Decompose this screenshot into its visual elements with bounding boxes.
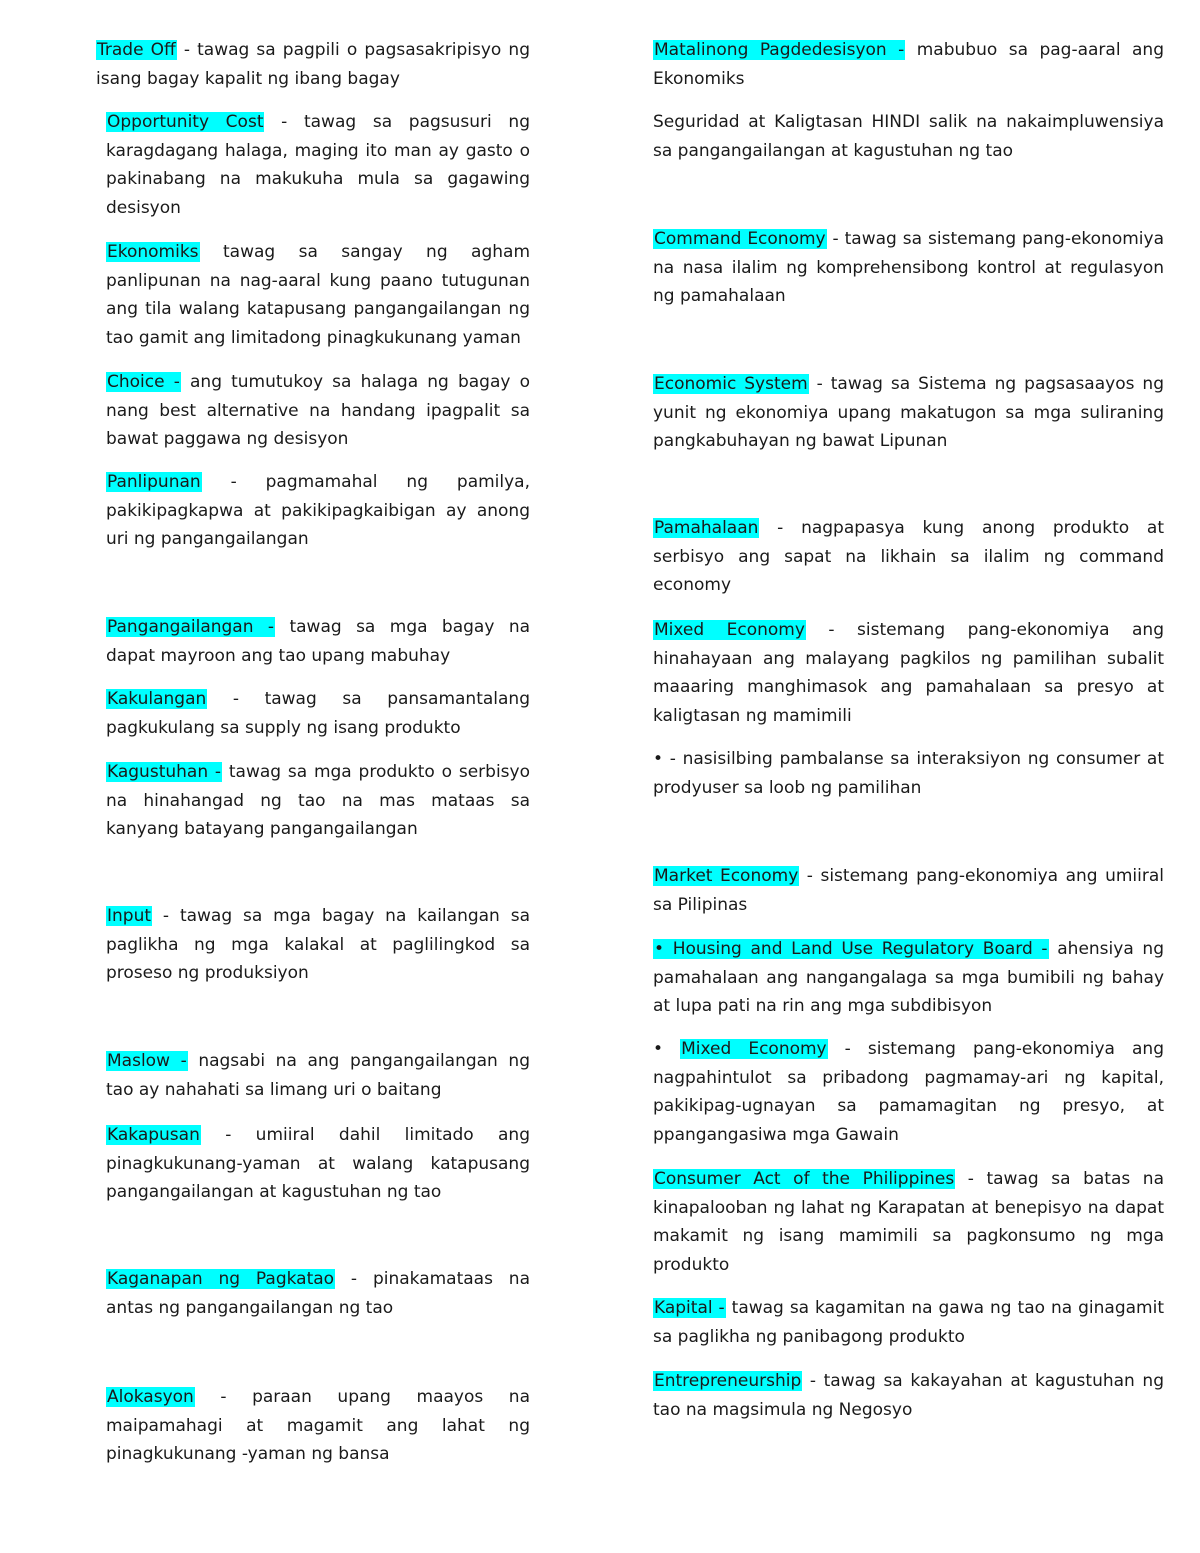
term-separator: - bbox=[152, 906, 180, 926]
term-definition: sistemang pang-ekonomiya ang nagpahintulot sa pribadong pagmamay-ari ng kapital, pakikipag-ugnayan sa pamamagitan ng presyo, at ppangangasiwa mga Gawain bbox=[653, 1039, 1164, 1145]
term-definition: sistemang pang-ekonomiya ang hinahayaan ang malayang pagkilos ng pamilihan subalit maaaring manghimasok ang pamahalaan sa presyo at kaligtasan ng mamimili bbox=[653, 620, 1164, 726]
term-separator: - bbox=[955, 1169, 987, 1189]
term-entry bbox=[653, 225, 1164, 311]
term-label: Market Economy bbox=[654, 866, 799, 886]
term-entry bbox=[106, 1383, 530, 1469]
term-label: • Housing and Land Use Regulatory Board - bbox=[654, 939, 1048, 959]
term-entry bbox=[106, 613, 530, 670]
bullet-entry bbox=[653, 745, 1164, 802]
term-entry bbox=[653, 36, 1164, 93]
term-definition: tawag sa kagamitan na gawa ng tao na ginagamit sa paglikha ng panibagong produkto bbox=[653, 1298, 1164, 1347]
term-entry bbox=[653, 514, 1164, 600]
term-entry bbox=[106, 108, 530, 222]
term-definition: tawag sa batas na kinapalooban ng lahat ng Karapatan at benepisyo na dapat makamit ng isang mamimili sa pagkonsumo ng mga produkto bbox=[653, 1169, 1164, 1275]
term-definition: pinakamataas na antas ng pangangailangan ng tao bbox=[106, 1269, 530, 1318]
term-entry bbox=[106, 902, 530, 988]
term-definition: mabubuo sa pag-aaral ang Ekonomiks bbox=[653, 40, 1164, 89]
term-definition: nagsabi na ang pangangailangan ng tao ay nahahati sa limang uri o baitang bbox=[106, 1051, 530, 1100]
term-definition: tawag sa mga bagay na dapat mayroon ang tao upang mabuhay bbox=[106, 617, 531, 666]
term-definition: nagpapasya kung anong produkto at serbisyo ang sapat na likhain sa ilalim ng command economy bbox=[653, 518, 1164, 595]
term-entry bbox=[653, 370, 1164, 456]
term-label: Opportunity Cost bbox=[107, 112, 264, 132]
term-separator: - bbox=[264, 112, 304, 132]
term-separator: - bbox=[826, 229, 845, 249]
term-separator bbox=[1049, 939, 1058, 959]
term-label: Kagustuhan - bbox=[107, 762, 222, 782]
note-text: Seguridad at Kaligtasan HINDI salik na nakaimpluwensiya sa pangangailangan at kagustuhan ng tao bbox=[653, 112, 1164, 161]
term-definition: tawag sa pansamantalang pagkukulang sa supply ng isang produkto bbox=[106, 689, 530, 738]
term-entry bbox=[653, 862, 1164, 919]
term-label: Input bbox=[107, 906, 152, 926]
term-label: Choice - bbox=[107, 372, 180, 392]
term-label: Kakapusan bbox=[107, 1125, 200, 1145]
term-label: Pangangailangan - bbox=[107, 617, 275, 637]
term-label: Alokasyon bbox=[107, 1387, 194, 1407]
term-definition: tawag sa mga produkto o serbisyo na hinahangad ng tao na mas mataas sa kanyang batayang pangangailangan bbox=[106, 762, 530, 839]
term-label: Kakulangan bbox=[107, 689, 207, 709]
term-definition: tawag sa kakayahan at kagustuhan ng tao na magsimula ng Negosyo bbox=[653, 1371, 1164, 1420]
term-separator: - bbox=[207, 689, 265, 709]
term-separator: - bbox=[799, 866, 821, 886]
bullet-text: • - nasisilbing pambalanse sa interaksiyon ng consumer at prodyuser sa loob ng pamilihan bbox=[653, 749, 1164, 798]
term-entry bbox=[106, 1047, 530, 1104]
term-definition: ang tumutukoy sa halaga ng bagay o nang best alternative na handang ipagpalit sa bawat paggawa ng desisyon bbox=[106, 372, 530, 449]
term-entry bbox=[106, 1121, 530, 1207]
bullet-icon: • bbox=[653, 1039, 681, 1059]
term-definition: paraan upang maayos na maipamahagi at magamit ang lahat ng pinagkukunang -yaman ng bansa bbox=[106, 1387, 530, 1464]
term-label: Economic System bbox=[654, 374, 808, 394]
term-definition: tawag sa pagsusuri ng karagdagang halaga, maging ito man ay gasto o pakinabang na makukuha mula sa gagawing desisyon bbox=[106, 112, 530, 218]
term-entry bbox=[106, 368, 530, 454]
term-entry bbox=[653, 616, 1164, 730]
term-label: Pamahalaan bbox=[654, 518, 759, 538]
term-entry bbox=[106, 1265, 530, 1322]
term-label: Consumer Act of the Philippines bbox=[654, 1169, 955, 1189]
term-label: Command Economy bbox=[654, 229, 826, 249]
term-label: Entrepreneurship bbox=[654, 1371, 802, 1391]
term-label: Maslow - bbox=[107, 1051, 187, 1071]
term-separator: - bbox=[335, 1269, 373, 1289]
term-separator bbox=[181, 372, 190, 392]
term-label: Mixed Economy bbox=[654, 620, 805, 640]
term-entry bbox=[96, 36, 530, 93]
term-label: Ekonomiks bbox=[107, 242, 199, 262]
term-separator bbox=[905, 40, 916, 60]
term-entry bbox=[653, 1035, 1164, 1149]
term-definition: tawag sa pagpili o pagsasakripisyo ng isang bagay kapalit ng ibang bagay bbox=[96, 40, 530, 89]
term-separator: - bbox=[759, 518, 802, 538]
term-separator: - bbox=[808, 374, 831, 394]
term-separator bbox=[275, 617, 289, 637]
term-separator: - bbox=[805, 620, 858, 640]
term-separator: - bbox=[201, 472, 266, 492]
term-entry bbox=[653, 1294, 1164, 1351]
term-definition: pagmamahal ng pamilya, pakikipagkapwa at pakikipagkaibigan ay anong uri ng pangangailangan bbox=[106, 472, 530, 549]
term-entry bbox=[653, 1165, 1164, 1279]
term-separator: - bbox=[200, 1125, 256, 1145]
term-label: Trade Off bbox=[97, 40, 176, 60]
term-definition: sistemang pang-ekonomiya ang umiiral sa Pilipinas bbox=[653, 866, 1164, 915]
note-entry bbox=[653, 108, 1164, 165]
term-entry bbox=[653, 935, 1164, 1021]
term-separator: - bbox=[194, 1387, 253, 1407]
term-entry bbox=[106, 685, 530, 742]
term-definition: tawag sa sangay ng agham panlipunan na nag-aaral kung paano tutugunan ang tila walang katapusang pangangailangan ng tao gamit ang limitadong pinagkukunang yaman bbox=[106, 242, 531, 348]
term-label: Panlipunan bbox=[107, 472, 201, 492]
term-separator bbox=[222, 762, 229, 782]
term-label: Kaganapan ng Pagkatao bbox=[107, 1269, 335, 1289]
term-entry bbox=[653, 1367, 1164, 1424]
term-entry bbox=[106, 758, 530, 844]
term-separator bbox=[188, 1051, 199, 1071]
term-label: Mixed Economy bbox=[681, 1039, 827, 1059]
term-separator bbox=[200, 242, 223, 262]
term-entry bbox=[106, 468, 530, 554]
term-definition: ahensiya ng pamahalaan ang nangangalaga sa mga bumibili ng bahay at lupa pati na rin ang mga subdibisyon bbox=[653, 939, 1164, 1016]
term-label: Matalinong Pagdedesisyon - bbox=[654, 40, 905, 60]
term-separator: - bbox=[176, 40, 198, 60]
term-separator: - bbox=[802, 1371, 824, 1391]
term-entry bbox=[106, 238, 530, 352]
term-definition: tawag sa Sistema ng pagsasaayos ng yunit ng ekonomiya upang makatugon sa mga suliraning pangkabuhayan ng bawat Lipunan bbox=[653, 374, 1164, 451]
term-definition: umiiral dahil limitado ang pinagkukunang-yaman at walang katapusang pangangailangan at kagustuhan ng tao bbox=[106, 1125, 530, 1202]
term-definition: tawag sa sistemang pang-ekonomiya na nasa ilalim ng komprehensibong kontrol at regulasyon ng pamahalaan bbox=[653, 229, 1164, 306]
term-label: Kapital - bbox=[654, 1298, 725, 1318]
term-definition: tawag sa mga bagay na kailangan sa paglikha ng mga kalakal at paglilingkod sa proseso ng produksiyon bbox=[106, 906, 530, 983]
term-separator: - bbox=[827, 1039, 868, 1059]
